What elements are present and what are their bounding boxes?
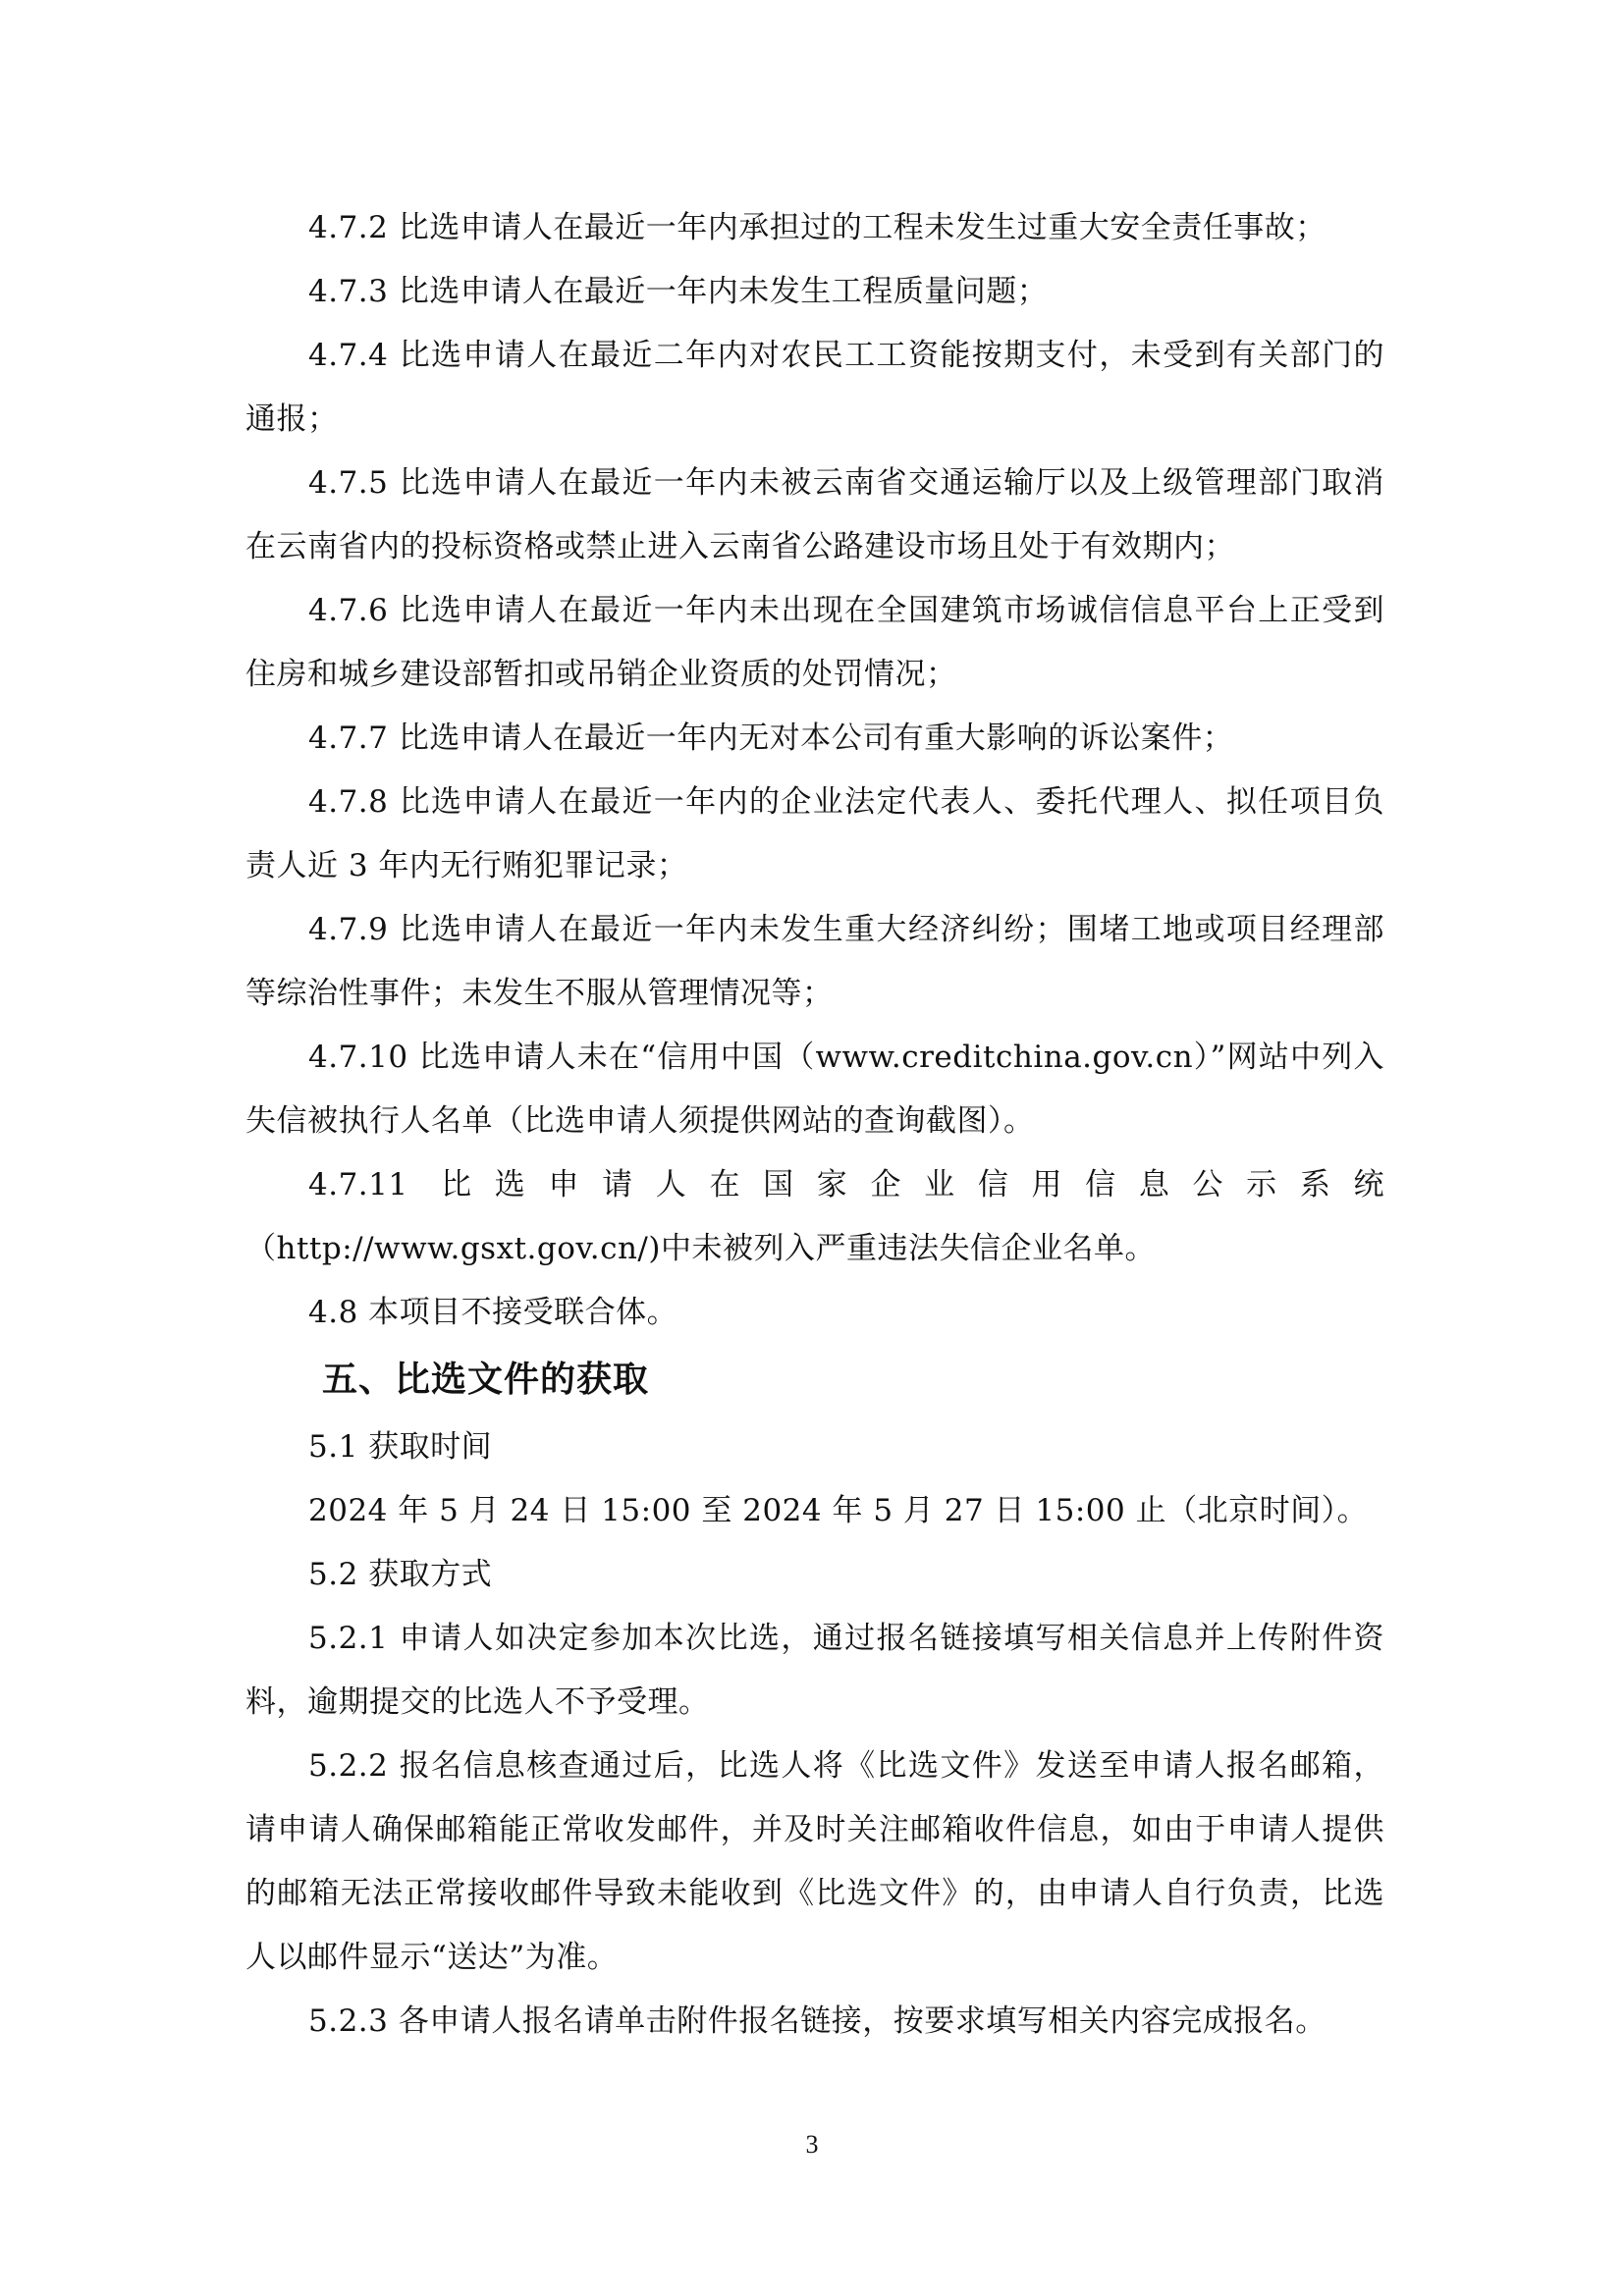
clause-5-2-1: 5.2.1 申请人如决定参加本次比选，通过报名链接填写相关信息并上传附件资料，逾期提交的比选人不予受理。 [245, 1621, 1384, 1720]
clause-4-7-4: 4.7.4 比选申请人在最近二年内对农民工工资能按期支付，未受到有关部门的通报； [245, 338, 1384, 437]
clause-4-7-2: 4.7.2 比选申请人在最近一年内承担过的工程未发生过重大安全责任事故； [308, 210, 1326, 245]
acquisition-time: 2024 年 5 月 24 日 15:00 至 2024 年 5 月 27 日 15:00 止（北京时间）。 [308, 1493, 1369, 1528]
clause-4-7-8: 4.7.8 比选申请人在最近一年内的企业法定代表人、委托代理人、拟任项目负责人近 3 年内无行贿犯罪记录； [245, 784, 1384, 883]
clause-4-7-11: 4.7.11 比选申请人在国家企业信用信息公示系统（http://www.gsxt.gov.cn/)中未被列入严重违法失信企业名单。 [245, 1167, 1384, 1266]
clause-4-7-5: 4.7.5 比选申请人在最近一年内未被云南省交通运输厅以及上级管理部门取消在云南省内的投标资格或禁止进入云南省公路建设市场且处于有效期内； [245, 465, 1384, 564]
section-heading: 五、比选文件的获取 [322, 1360, 650, 1400]
clause-5-1: 5.1 获取时间 [308, 1429, 493, 1465]
clause-5-2-2: 5.2.2 报名信息核查通过后，比选人将《比选文件》发送至申请人报名邮箱，请申请人确保邮箱能正常收发邮件，并及时关注邮箱收件信息，如由于申请人提供的邮箱无法正常接收邮件导致未能收到《比选文件》的，由申请人自行负责，比选人以邮件显示“送达”为准。 [245, 1748, 1384, 1975]
page-number: 3 [805, 2130, 819, 2159]
document-body [245, 196, 1384, 2054]
clause-4-8: 4.8 本项目不接受联合体。 [308, 1295, 678, 1330]
clause-4-7-6: 4.7.6 比选申请人在最近一年内未出现在全国建筑市场诚信信息平台上正受到住房和城乡建设部暂扣或吊销企业资质的处罚情况； [245, 593, 1384, 692]
clause-5-2-3: 5.2.3 各申请人报名请单击附件报名链接，按要求填写相关内容完成报名。 [308, 2003, 1326, 2039]
clause-5-2: 5.2 获取方式 [308, 1557, 493, 1592]
clause-4-7-3: 4.7.3 比选申请人在最近一年内未发生工程质量问题； [308, 274, 1049, 309]
clause-4-7-7: 4.7.7 比选申请人在最近一年内无对本公司有重大影响的诉讼案件； [308, 721, 1234, 756]
clause-4-7-9: 4.7.9 比选申请人在最近一年内未发生重大经济纠纷；围堵工地或项目经理部等综治性事件；未发生不服从管理情况等； [245, 912, 1384, 1011]
clause-4-7-10: 4.7.10 比选申请人未在“信用中国（www.creditchina.gov.cn）”网站中列入失信被执行人名单（比选申请人须提供网站的查询截图）。 [245, 1040, 1384, 1139]
